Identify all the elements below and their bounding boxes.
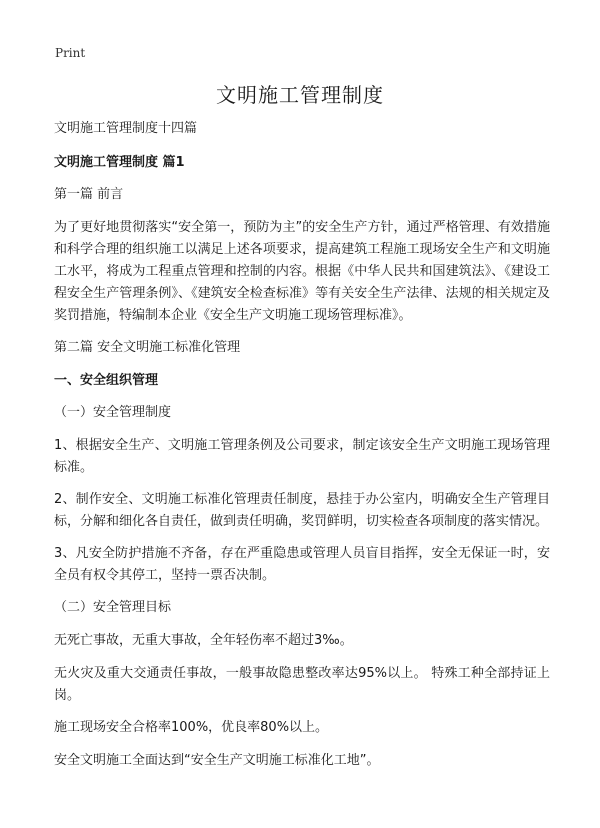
chapter1-paragraph: 为了更好地贯彻落实“安全第一，预防为主”的安全生产方针，通过严格管理、有效措施和科学合理的组织施工以满足上述各项要求，提高建筑工程施工现场安全生产和文明施工水平，将成为工程重点管理和控制的内容。根据《中华人民共和国建筑法》、《建设工程安全生产管理条例》、《建筑安全检查标准》等有关安全生产法律、法规的相关规定及奖罚措施，特编制本企业《安全生产文明施工现场管理标准》。 — [54, 220, 550, 323]
list-item-1: 1、根据安全生产、文明施工管理条例及公司要求，制定该安全生产文明施工现场管理标准。 — [54, 438, 550, 475]
document-body — [54, 118, 550, 783]
goal-2: 无火灾及重大交通责任事故，一般事故隐患整改率达95%以上。 特殊工种全部持证上岗。 — [54, 666, 550, 703]
print-label: Print — [55, 46, 86, 60]
chapter2-heading: 第二篇 安全文明施工标准化管理 — [54, 340, 241, 355]
chapter1-heading: 第一篇 前言 — [54, 187, 124, 202]
list-item-2: 2、制作安全、文明施工标准化管理责任制度，悬挂于办公室内，明确安全生产管理目标，分解和细化各自责任，做到责任明确，奖罚鲜明，切实检查各项制度的落实情况。 — [54, 492, 550, 529]
goal-1: 无死亡事故，无重大事故，全年轻伤率不超过3‰。 — [54, 633, 353, 648]
goal-4: 安全文明施工全面达到“安全生产文明施工标准化工地”。 — [54, 753, 380, 768]
goal-3: 施工现场安全合格率100%，优良率80%以上。 — [54, 720, 329, 735]
article-heading: 文明施工管理制度 篇1 — [54, 155, 185, 170]
subsection2-heading: （二）安全管理目标 — [54, 600, 172, 615]
document-title: 文明施工管理制度 — [216, 83, 384, 107]
document-subtitle: 文明施工管理制度十四篇 — [54, 121, 198, 136]
section1-heading: 一、安全组织管理 — [54, 373, 159, 388]
subsection1-heading: （一）安全管理制度 — [54, 405, 172, 420]
list-item-3: 3、凡安全防护措施不齐备，存在严重隐患或管理人员盲目指挥，安全无保证一时，安全员有权令其停工，坚持一票否决制。 — [54, 546, 550, 583]
